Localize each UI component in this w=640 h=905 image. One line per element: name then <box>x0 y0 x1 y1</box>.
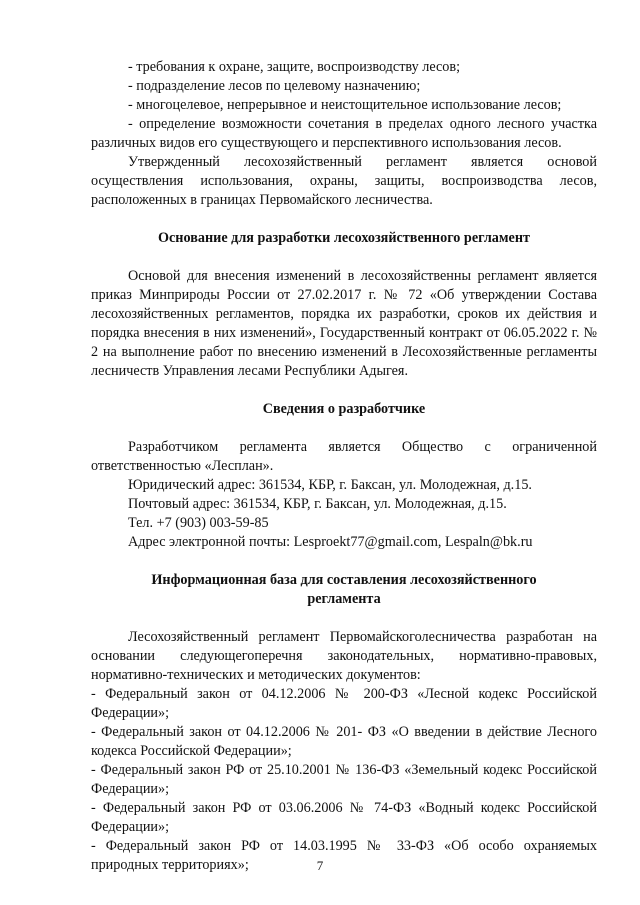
list-item: - Федеральный закон РФ от 03.06.2006 № 74-ФЗ «Водный кодекс Российской Федерации»; <box>91 800 597 835</box>
list-item: - Федеральный закон РФ от 14.03.1995 № 33-ФЗ «Об особо охраняемых природных территориях»; <box>91 838 597 873</box>
list-item: - требования к охране, защите, воспроизводству лесов; <box>128 59 461 75</box>
info-base-intro: Лесохозяйственный регламент Первомайскоголесничества разработан на основании следующегоперечня законодательных, нормативно-правовых, нормативно-технических и методических документов: <box>91 629 597 683</box>
list-item: - подразделение лесов по целевому назначению; <box>128 78 421 94</box>
list-item: - Федеральный закон от 04.12.2006 № 200-ФЗ «Лесной кодекс Российской Федерации»; <box>91 686 597 721</box>
postal-address: Почтовый адрес: 361534, КБР, г. Баксан, ул. Молодежная, д.15. <box>128 496 507 512</box>
approved-paragraph: Утвержденный лесохозяйственный регламент является основой осуществления использования, охраны, защиты, воспроизводства лесов, расположенных в границах Первомайского лесничества. <box>91 154 597 208</box>
legal-address: Юридический адрес: 361534, КБР, г. Баксан, ул. Молодежная, д.15. <box>128 477 532 493</box>
email: Адрес электронной почты: Lesproekt77@gmail.com, Lespaln@bk.ru <box>128 534 533 550</box>
developer-intro: Разработчиком регламента является Общество с ограниченной ответственностью «Лесплан». <box>91 439 597 474</box>
list-item: - многоцелевое, непрерывное и неистощительное использование лесов; <box>128 97 562 113</box>
page-number: 7 <box>316 858 324 873</box>
section-heading-info-base: Информационная база для составления лесохозяйственного регламента <box>151 572 537 607</box>
list-item: - Федеральный закон РФ от 25.10.2001 № 136-ФЗ «Земельный кодекс Российской Федерации»; <box>91 762 597 797</box>
list-item: - определение возможности сочетания в пределах одного лесного участка различных видов его существующего и перспективного использования лесов. <box>91 116 597 151</box>
intro-list <box>91 58 597 153</box>
section-heading-developer: Сведения о разработчике <box>262 401 426 417</box>
list-item: - Федеральный закон от 04.12.2006 № 201- ФЗ «О введении в действие Лесного кодекса Российской Федерации»; <box>91 724 597 759</box>
documents-list <box>91 685 597 875</box>
basis-paragraph: Основой для внесения изменений в лесохозяйственны регламент является приказ Минприроды России от 27.02.2017 г. № 72 «Об утверждении Состава лесохозяйственных регламентов, порядка их разработки, сроков их действия и порядка внесения в них изменений», Государственный контракт от 06.05.2022 г. № 2 на выполнение работ по внесению изменений в Лесохозяйственные регламенты лесничеств Управления лесами Республики Адыгея. <box>91 268 597 379</box>
section-heading-basis: Основание для разработки лесохозяйственного регламент <box>157 230 531 246</box>
phone: Тел. +7 (903) 003-59-85 <box>128 515 269 531</box>
page-body <box>91 58 597 875</box>
